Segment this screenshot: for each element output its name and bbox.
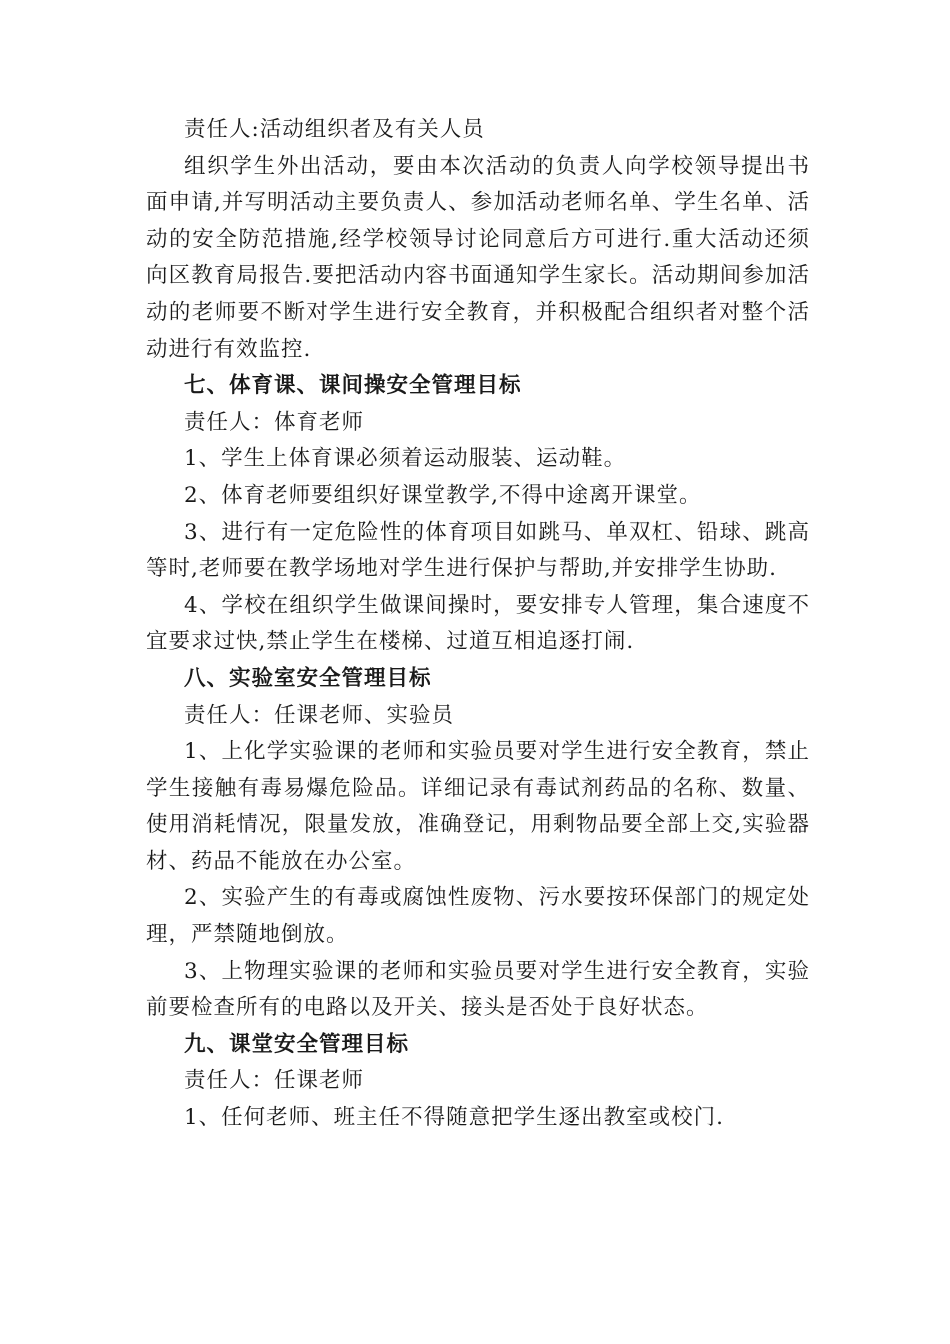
lab-rule-1: 1、上化学实验课的老师和实验员要对学生进行安全教育，禁止学生接触有毒易爆危险品。详细记录有毒试剂药品的名称、数量、使用消耗情况，限量发放，准确登记，用剩物品要全部上交,实验器材、药品不能放在办公室。 xyxy=(146,739,810,874)
document-page xyxy=(146,112,810,1137)
pe-rule-1: 1、学生上体育课必须着运动服装、运动鞋。 xyxy=(184,446,627,472)
section-heading-classroom: 九、课堂安全管理目标 xyxy=(184,1031,410,1057)
lab-rule-3: 3、上物理实验课的老师和实验员要对学生进行安全教育，实验前要检查所有的电路以及开关、接头是否处于良好状态。 xyxy=(146,958,810,1021)
pe-rule-4: 4、学校在组织学生做课间操时，要安排专人管理，集合速度不宜要求过快,禁止学生在楼梯、过道互相追逐打闹. xyxy=(146,592,810,655)
classroom-rule-1: 1、任何老师、班主任不得随意把学生逐出教室或校门. xyxy=(184,1105,725,1131)
responsible-person-classroom: 责任人：任课老师 xyxy=(184,1068,365,1094)
lab-rule-2: 2、实验产生的有毒或腐蚀性废物、污水要按环保部门的规定处理，严禁随地倒放。 xyxy=(146,885,810,948)
responsible-person-activity: 责任人:活动组织者及有关人员 xyxy=(184,117,485,142)
responsible-person-pe: 责任人：体育老师 xyxy=(184,409,365,435)
section-heading-pe: 七、体育课、课间操安全管理目标 xyxy=(184,373,522,399)
pe-rule-2: 2、体育老师要组织好课堂教学,不得中途离开课堂。 xyxy=(184,482,702,508)
pe-rule-3: 3、进行有一定危险性的体育项目如跳马、单双杠、铅球、跳高等时,老师要在教学场地对学生进行保护与帮助,并安排学生协助. xyxy=(146,519,810,582)
section-heading-lab: 八、实验室安全管理目标 xyxy=(184,665,432,691)
outing-activity-paragraph: 组织学生外出活动，要由本次活动的负责人向学校领导提出书面申请,并写明活动主要负责人、参加活动老师名单、学生名单、活动的安全防范措施,经学校领导讨论同意后方可进行.重大活动还须向区教育局报告.要把活动内容书面通知学生家长。活动期间参加活动的老师要不断对学生进行安全教育，并积极配合组织者对整个活动进行有效监控. xyxy=(146,153,810,362)
responsible-person-lab: 责任人：任课老师、实验员 xyxy=(184,702,455,728)
